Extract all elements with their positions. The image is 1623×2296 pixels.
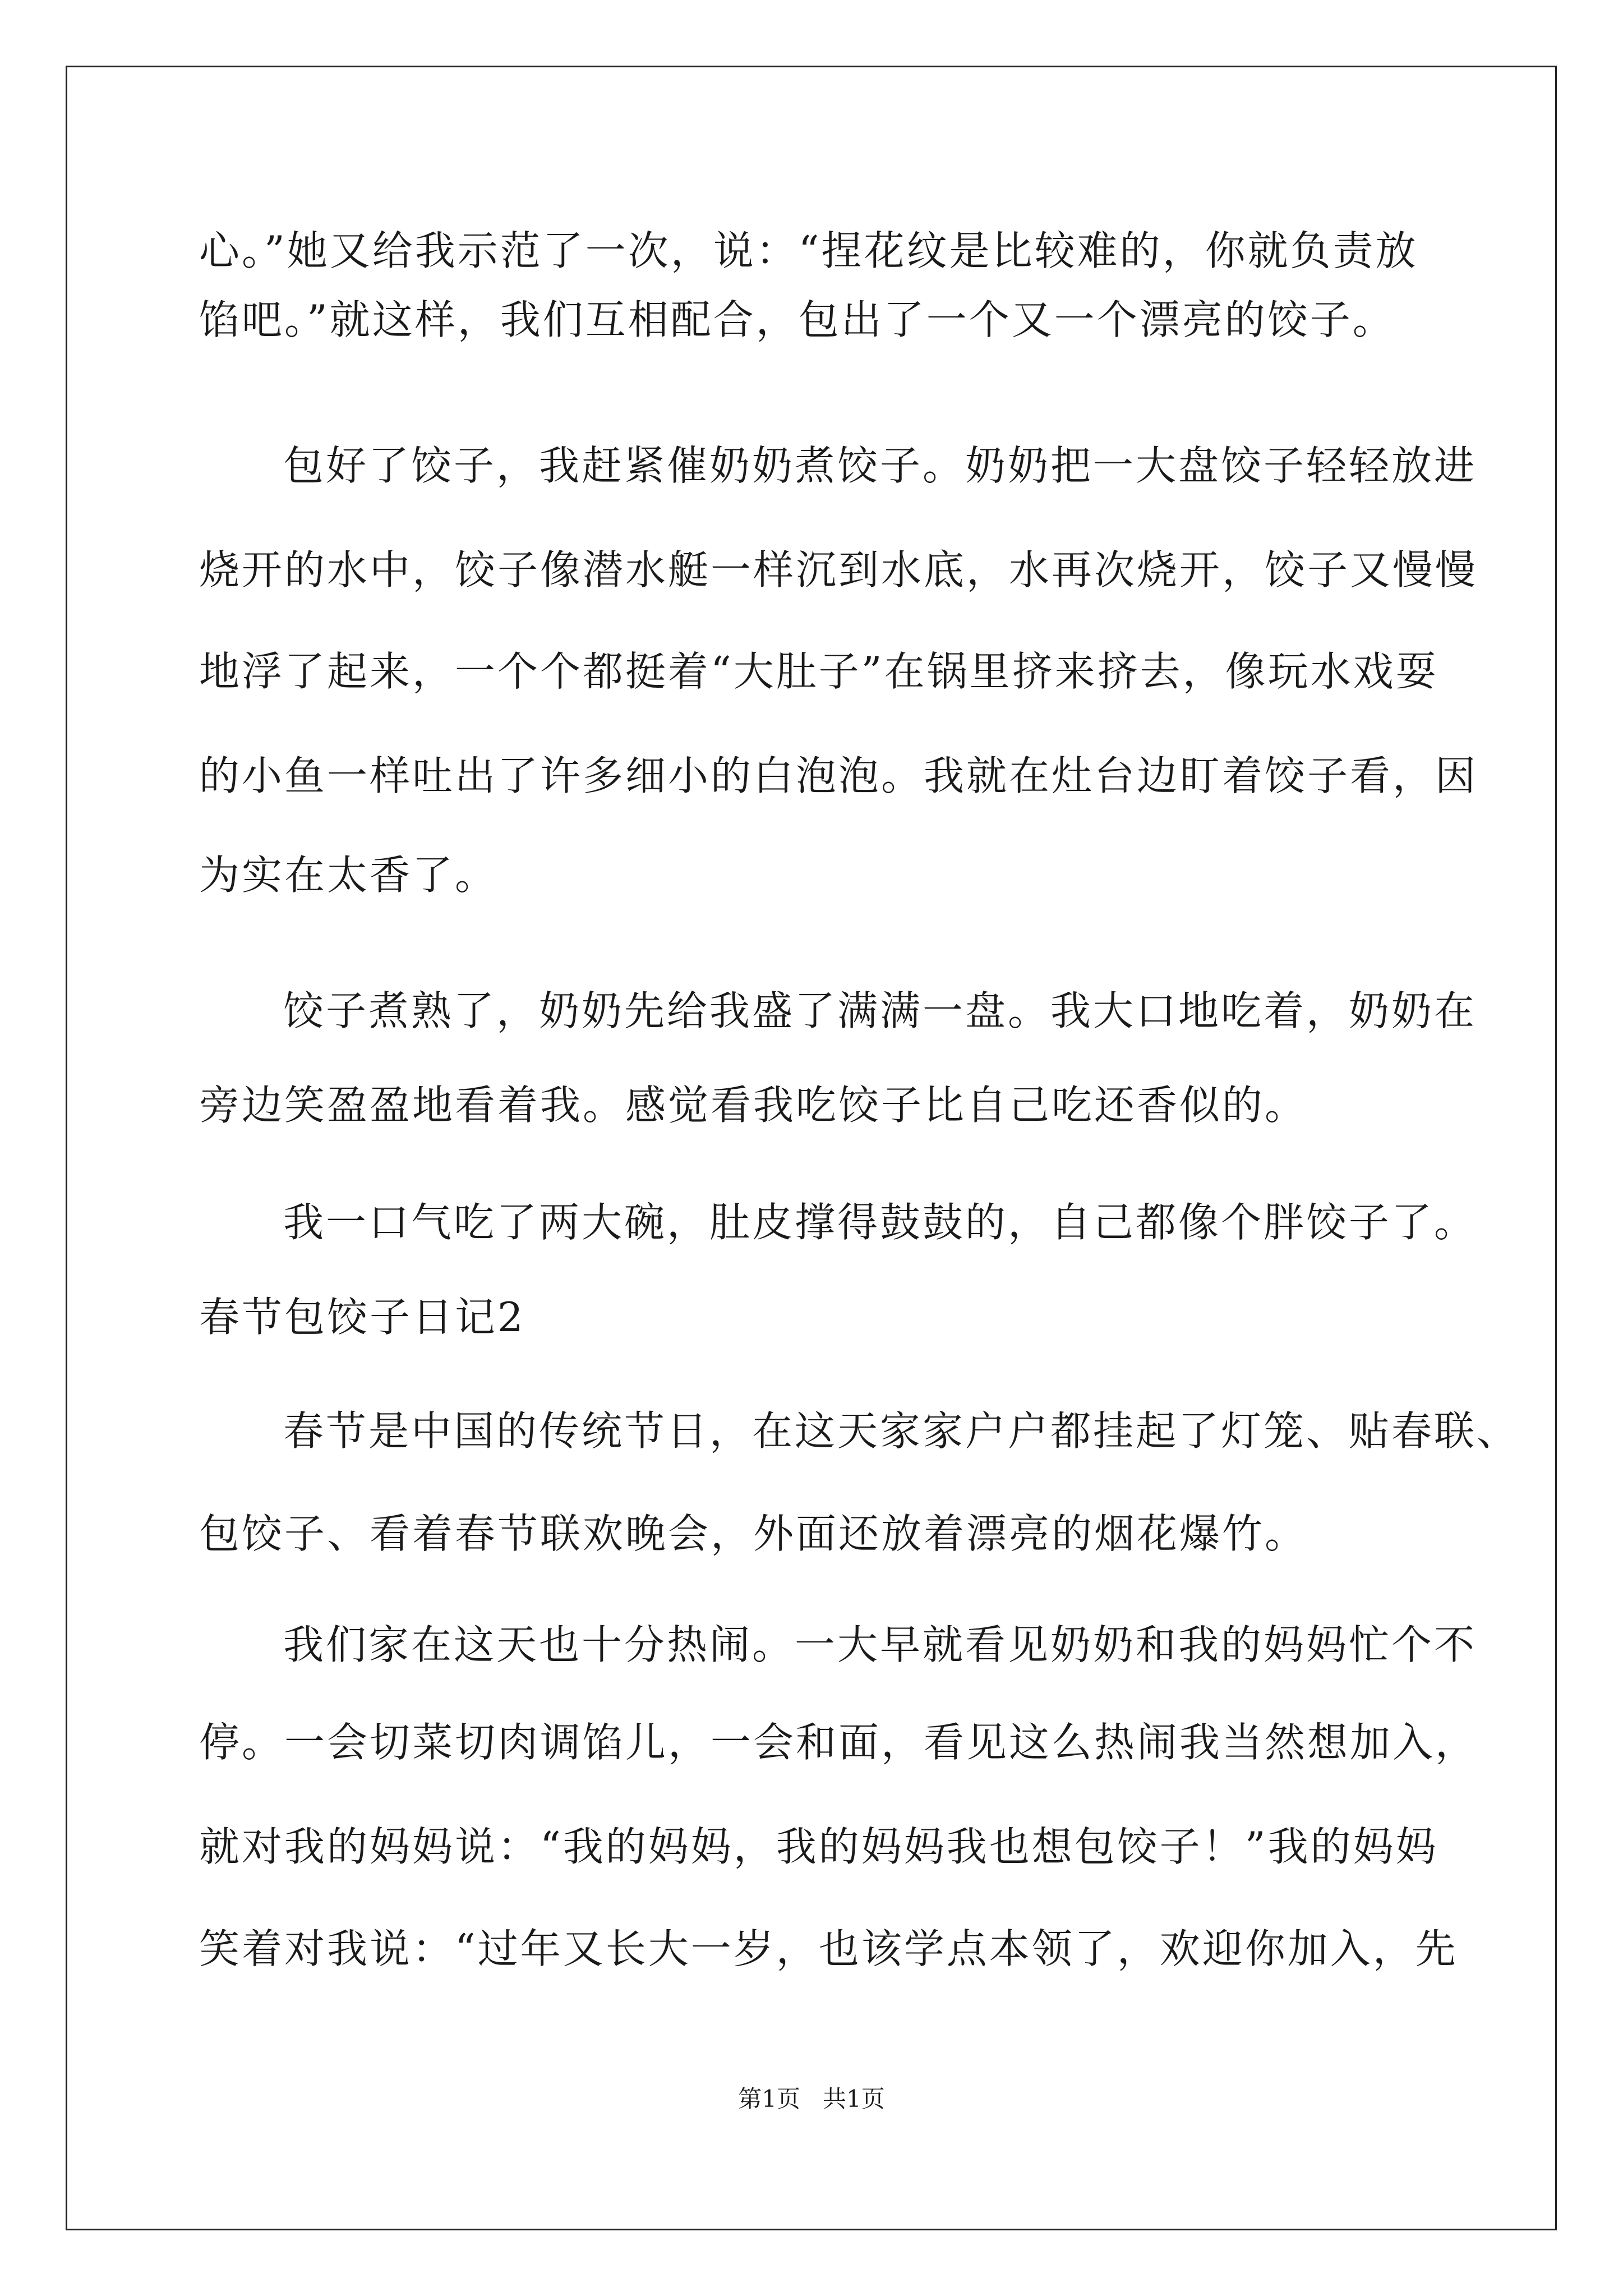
text-line: 包饺子、看着春节联欢晚会，外面还放着漂亮的烟花爆竹。 [199, 1510, 1308, 1557]
paragraph-start-line: 我们家在这天也十分热闹。一大早就看见奶奶和我的妈妈忙个不 [283, 1621, 1477, 1668]
text-line: 馅吧。”就这样，我们互相配合，包出了一个又一个漂亮的饺子。 [199, 296, 1395, 343]
text-line: 地浮了起来，一个个都挺着“大肚子”在锅里挤来挤去，像玩水戏耍 [199, 648, 1438, 695]
paragraph-start-line: 包好了饺子，我赶紧催奶奶煮饺子。奶奶把一大盘饺子轻轻放进 [283, 442, 1477, 489]
page-border [66, 66, 1557, 2230]
text-line: 的小鱼一样吐出了许多细小的白泡泡。我就在灶台边盯着饺子看，因 [199, 752, 1478, 799]
text-line: 就对我的妈妈说：“我的妈妈，我的妈妈我也想包饺子！”我的妈妈 [199, 1823, 1438, 1870]
section-heading: 春节包饺子日记2 [199, 1294, 525, 1341]
text-line: 旁边笑盈盈地看着我。感觉看我吃饺子比自己吃还香似的。 [199, 1082, 1308, 1129]
text-line: 为实在太香了。 [199, 852, 498, 899]
paragraph-start-line: 饺子煮熟了，奶奶先给我盛了满满一盘。我大口地吃着，奶奶在 [283, 987, 1477, 1034]
text-line: 笑着对我说：“过年又长大一岁，也该学点本领了，欢迎你加入，先 [199, 1925, 1458, 1972]
text-line: 心。”她又给我示范了一次，说：“捏花纹是比较难的，你就负责放 [199, 227, 1418, 274]
paragraph-start-line: 我一口气吃了两大碗，肚皮撑得鼓鼓的，自己都像个胖饺子了。 [283, 1199, 1477, 1246]
text-line: 烧开的水中，饺子像潜水艇一样沉到水底，水再次烧开，饺子又慢慢 [199, 546, 1478, 593]
text-line: 停。一会切菜切肉调馅儿，一会和面，看见这么热闹我当然想加入， [199, 1719, 1478, 1766]
page-footer: 第1页 共1页 [738, 2085, 885, 2113]
paragraph-start-line: 春节是中国的传统节日，在这天家家户户都挂起了灯笼、贴春联、 [283, 1407, 1520, 1455]
